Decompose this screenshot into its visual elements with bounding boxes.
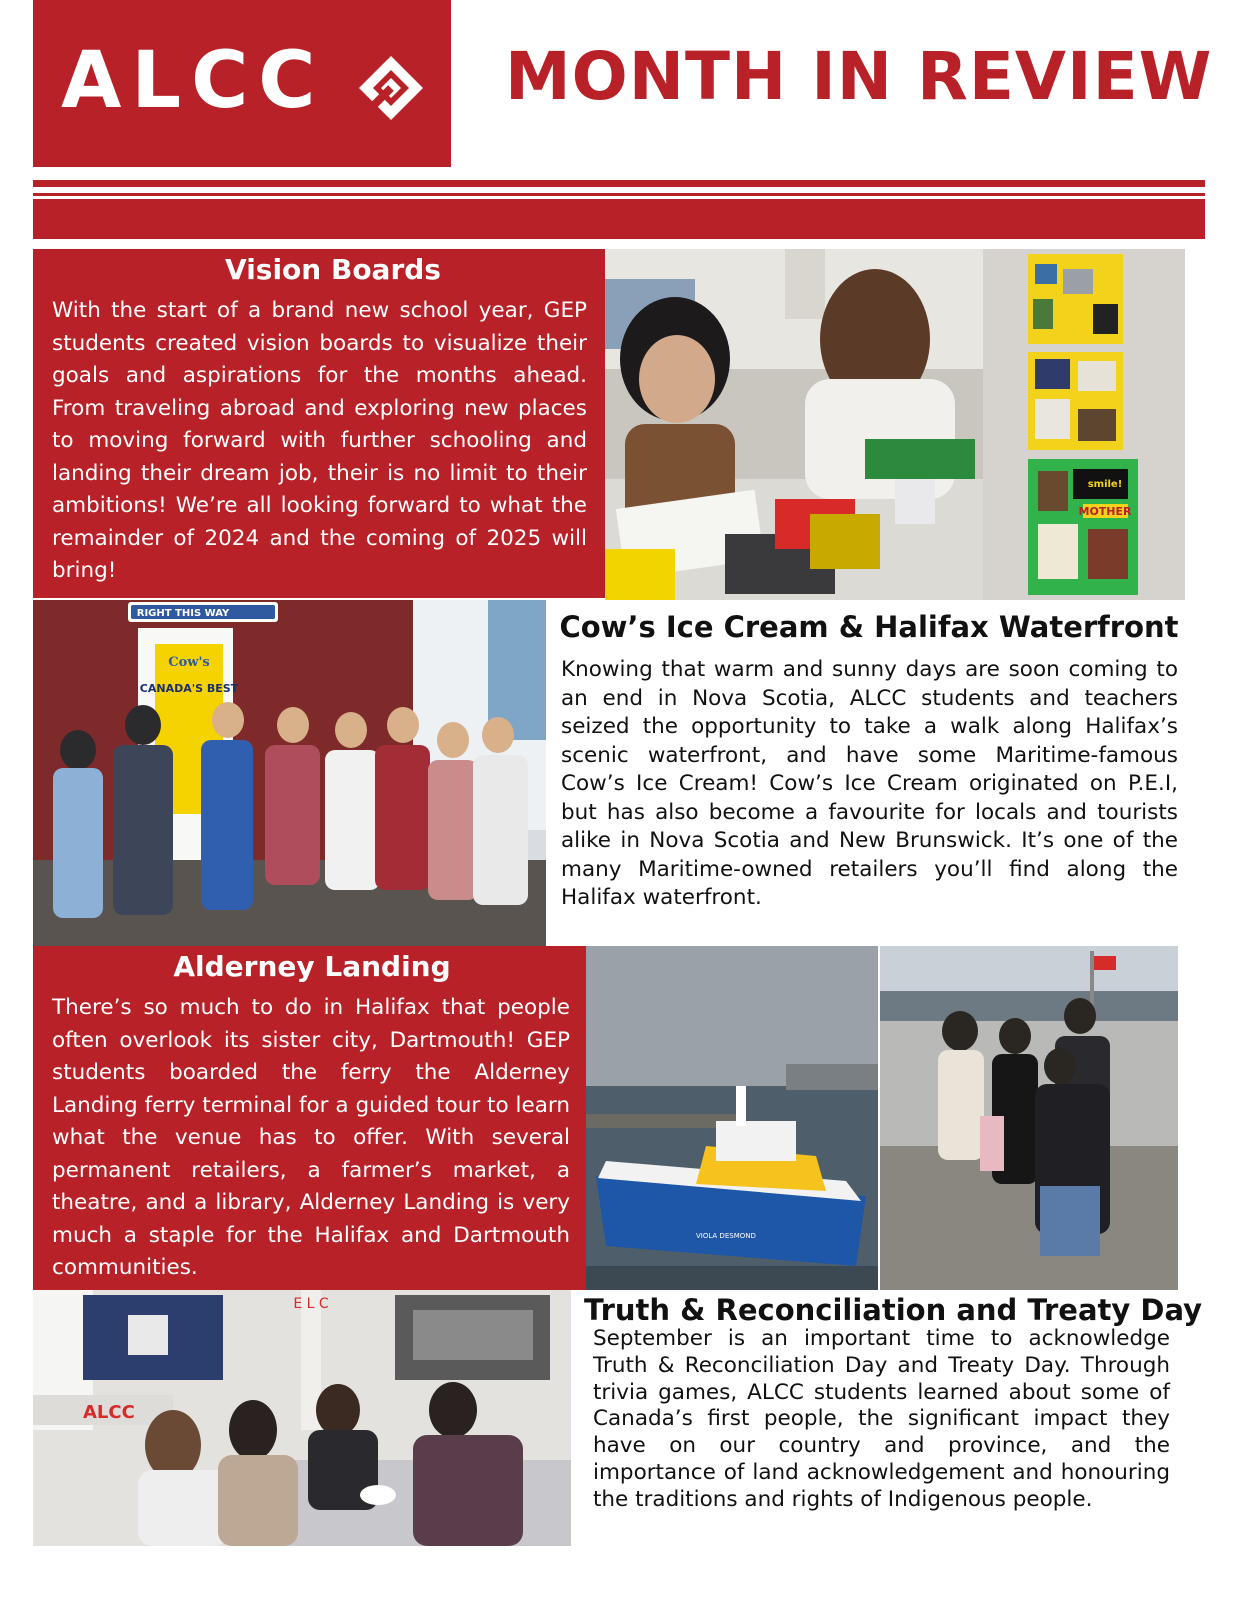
cows-group-photo — [33, 600, 546, 946]
board-smile-label: smile! — [1087, 479, 1123, 490]
truth-title: Truth & Reconciliation and Treaty Day — [584, 1293, 1203, 1327]
alderney-group-photo — [880, 946, 1178, 1290]
vision-boards-body: With the start of a brand new school year, GEP students created vision boards to visualize their goals and aspirations for the months ahead. From traveling abroad and exploring new places to moving forward with further schooling and landing their dream job, their is no limit to their ambitions! We’re all looking forward to what the remainder of 2024 and the coming of 2025 will bring! — [52, 298, 587, 583]
vision-boards-title: Vision Boards — [225, 253, 441, 286]
elc-wall-letters: E L C — [293, 1296, 329, 1312]
logo-chevron-icon — [351, 48, 431, 128]
logo-wordmark: ALCC — [61, 36, 326, 126]
truth-body: September is an important time to acknowledge Truth & Reconciliation Day and Treaty Day. Through trivia games, ALCC students learned about some of Canada’s first people, the significant impact they have on our country and province, and the importance of land acknowledgement and honouring the traditions and rights of Indigenous people. — [593, 1326, 1170, 1512]
ferry-photo — [586, 946, 878, 1290]
cows-logo-sign: Cow's — [168, 655, 210, 670]
alcc-wall-letters: ALCC — [83, 1402, 135, 1423]
vision-boards-panel — [33, 249, 605, 598]
logo-block — [33, 0, 451, 167]
header-rule-thin — [33, 193, 1205, 196]
cows-title: Cow’s Ice Cream & Halifax Waterfront — [559, 610, 1179, 644]
alderney-title: Alderney Landing — [173, 950, 451, 983]
ferry-name-label: VIOLA DESMOND — [696, 1232, 756, 1240]
board-mother-label: MOTHER — [1078, 505, 1132, 518]
right-this-way-sign: RIGHT THIS WAY — [136, 608, 230, 619]
alderney-body: There’s so much to do in Halifax that people often overlook its sister city, Dartmouth! GEP students boarded the ferry the Alderney Landing ferry terminal for a guided tour to learn what the venue has to offer. With several permanent retailers, a farmer’s market, a theatre, and a library, Alderney Landing is very much a staple for the Halifax and Dartmouth communities. — [52, 995, 570, 1280]
alderney-panel — [33, 946, 586, 1290]
ferry-transit-label: TRANSIT — [626, 1191, 660, 1200]
trivia-classroom-photo — [33, 1290, 571, 1546]
vision-boards-photo-boards — [983, 249, 1185, 600]
canadas-best-sign: CANADA'S BEST — [139, 682, 239, 695]
page-title: MONTH IN REVIEW — [505, 38, 1213, 115]
cows-body: Knowing that warm and sunny days are soon coming to an end in Nova Scotia, ALCC students and teachers seized the opportunity to take a walk along Halifax’s scenic waterfront, and have some Maritime-famous Cow’s Ice Cream! Cow’s Ice Cream originated on P.E.I, but has also become a favourite for locals and tourists alike in Nova Scotia and New Brunswick. It’s one of the many Maritime-owned retailers you’ll find along the Halifax waterfront. — [561, 657, 1178, 910]
header-rule — [33, 180, 1205, 187]
header-band — [33, 199, 1205, 239]
vision-boards-photo-students — [605, 249, 983, 600]
